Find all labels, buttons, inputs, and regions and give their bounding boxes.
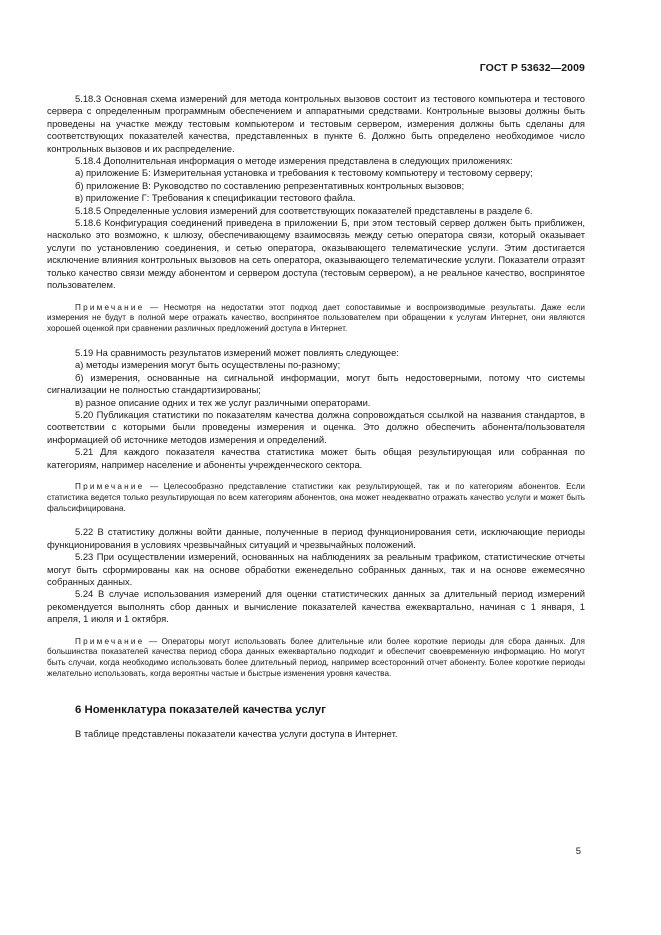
paragraph-5-18-5: 5.18.5 Определенные условия измерений для соответствующих показателей представлены в разделе 6. <box>75 204 533 216</box>
paragraph-5-22: 5.22 В статистику должны войти данные, полученные в период функционирования сети, исключающие периоды функционирования в условиях чрезвычайных ситуаций и чрезвычайных положений. <box>47 526 585 550</box>
paragraph-5-23: 5.23 При осуществлении измерений, основанных на наблюдениях за реальным трафиком, статистические отчеты могут быть сформированы как на основе обработки еженедельно собранных данных, так и на основе ежемесячно собранных данных. <box>47 551 585 587</box>
paragraph-5-18-3: 5.18.3 Основная схема измерений для метода контрольных вызовов состоит из тестового компьютера и тестового сервера с определенным программным обеспечением и аппаратными средствами. Контрольные вызовы должны быть проведены на участке между тестовым компьютером и тестовым сервером, измерения должны быть сделаны для соответствующих показателей качества, представленных в пункте 6. Должно быть определено необходимое число контрольных вызовов и их распределение. <box>47 93 585 154</box>
note-3 <box>47 637 585 680</box>
page-number: 5 <box>575 845 581 856</box>
list-item-5-19-b: б) измерения, основанные на сигнальной информации, могут быть недостоверными, потому что системы сигнализации не полностью стандартизированы; <box>47 371 585 396</box>
note-3-label: Примечание <box>75 636 145 646</box>
note-1-text: — Несмотря на недостатки этот подход дает сопоставимые и воспроизводимые результаты. Даже если измерения не будут в полной мере отражать качество, воспринятое пользователем при обращении к услугам Интернет, они являются хорошей оценкой при сравнении различных предложений доступа в Интернет. <box>47 302 585 334</box>
list-item-5-18-4-b: б) приложение В: Руководство по составлению репрезентативных контрольных вызовов; <box>75 179 465 191</box>
note-2-label: Примечание <box>75 481 145 491</box>
document-body <box>47 93 585 740</box>
list-item-5-19-c: в) разное описание одних и тех же услуг различными операторами. <box>75 396 371 408</box>
section-6-heading: 6 Номенклатура показателей качества услуг <box>75 703 326 716</box>
note-2 <box>47 482 585 514</box>
list-item-5-19-a: а) методы измерения могут быть осуществлены по-разному; <box>75 359 341 371</box>
list-item-5-18-4-c: в) приложение Г: Требования к спецификации тестового файла. <box>75 192 356 204</box>
note-1-label: Примечание <box>75 302 145 312</box>
section-6-intro: В таблице представлены показатели качества услуги доступа в Интернет. <box>75 727 398 739</box>
paragraph-5-19: 5.19 На сравнимость результатов измерений может повлиять следующее: <box>75 346 399 358</box>
paragraph-5-18-6: 5.18.6 Конфигурация соединений приведена в приложении Б, при этом тестовый сервер должен быть приближен, насколько это возможно, к шлюзу, обеспечивающему взаимосвязь между сетью оператора связи, который оказывает услуги по установлению соединения, и сетью оператора, оказывающего телематические услуги. Этим достигается исключение влияния контрольных вызовов на сеть оператора, оказывающего телематические услуги. Показатели отразят только качество связи между абонентом и сервером доступа (тестовым сервером), а не реальное качество, воспринятое пользователем. <box>47 217 585 291</box>
standard-header: ГОСТ Р 53632—2009 <box>479 62 585 74</box>
note-1 <box>47 303 585 335</box>
list-item-5-18-4-a: а) приложение Б: Измерительная установка и требования к тестовому компьютеру и тестовому серверу; <box>75 167 533 179</box>
note-3-text: — Операторы могут использовать более длительные или более короткие периоды для сбора данных. Для большинства показателей качества период сбора данных ежеквартально подходит и обеспечит своевременную информацию. Но могут быть случаи, когда необходимо использовать более длительный период, например всесторонний отчет абоненту. Более короткие периоды желательно использовать, когда вероятны частые и быстрые изменения уровня качества. <box>47 636 585 678</box>
note-2-text: — Целесообразно представление статистики как результирующей, так и по категориям абонентов. Если статистика ведется только результирующая по всем категориям абонентов, она может неадекватно отражать качество услуги и может быть фальсифицирована. <box>47 481 585 513</box>
paragraph-5-18-4: 5.18.4 Дополнительная информация о методе измерения представлена в следующих приложениях: <box>75 155 513 167</box>
paragraph-5-20: 5.20 Публикация статистики по показателям качества должна сопровождаться ссылкой на названия стандартов, в соответствии с которыми были проведены измерения и оценка. Это должно обеспечить абонента/пользователя информацией об источнике методов измерения и определений. <box>47 408 585 445</box>
paragraph-5-21: 5.21 Для каждого показателя качества статистика может быть общая результирующая или собранная по категориям, например население и абоненты учрежденческого сектора. <box>47 446 585 470</box>
paragraph-5-24: 5.24 В случае использования измерений для оценки статистических данных за длительный период измерений рекомендуется выполнять сбор данных и вычисление показателей качества ежеквартально, начиная с 1 января, 1 апреля, 1 июля и 1 октября. <box>47 588 585 625</box>
